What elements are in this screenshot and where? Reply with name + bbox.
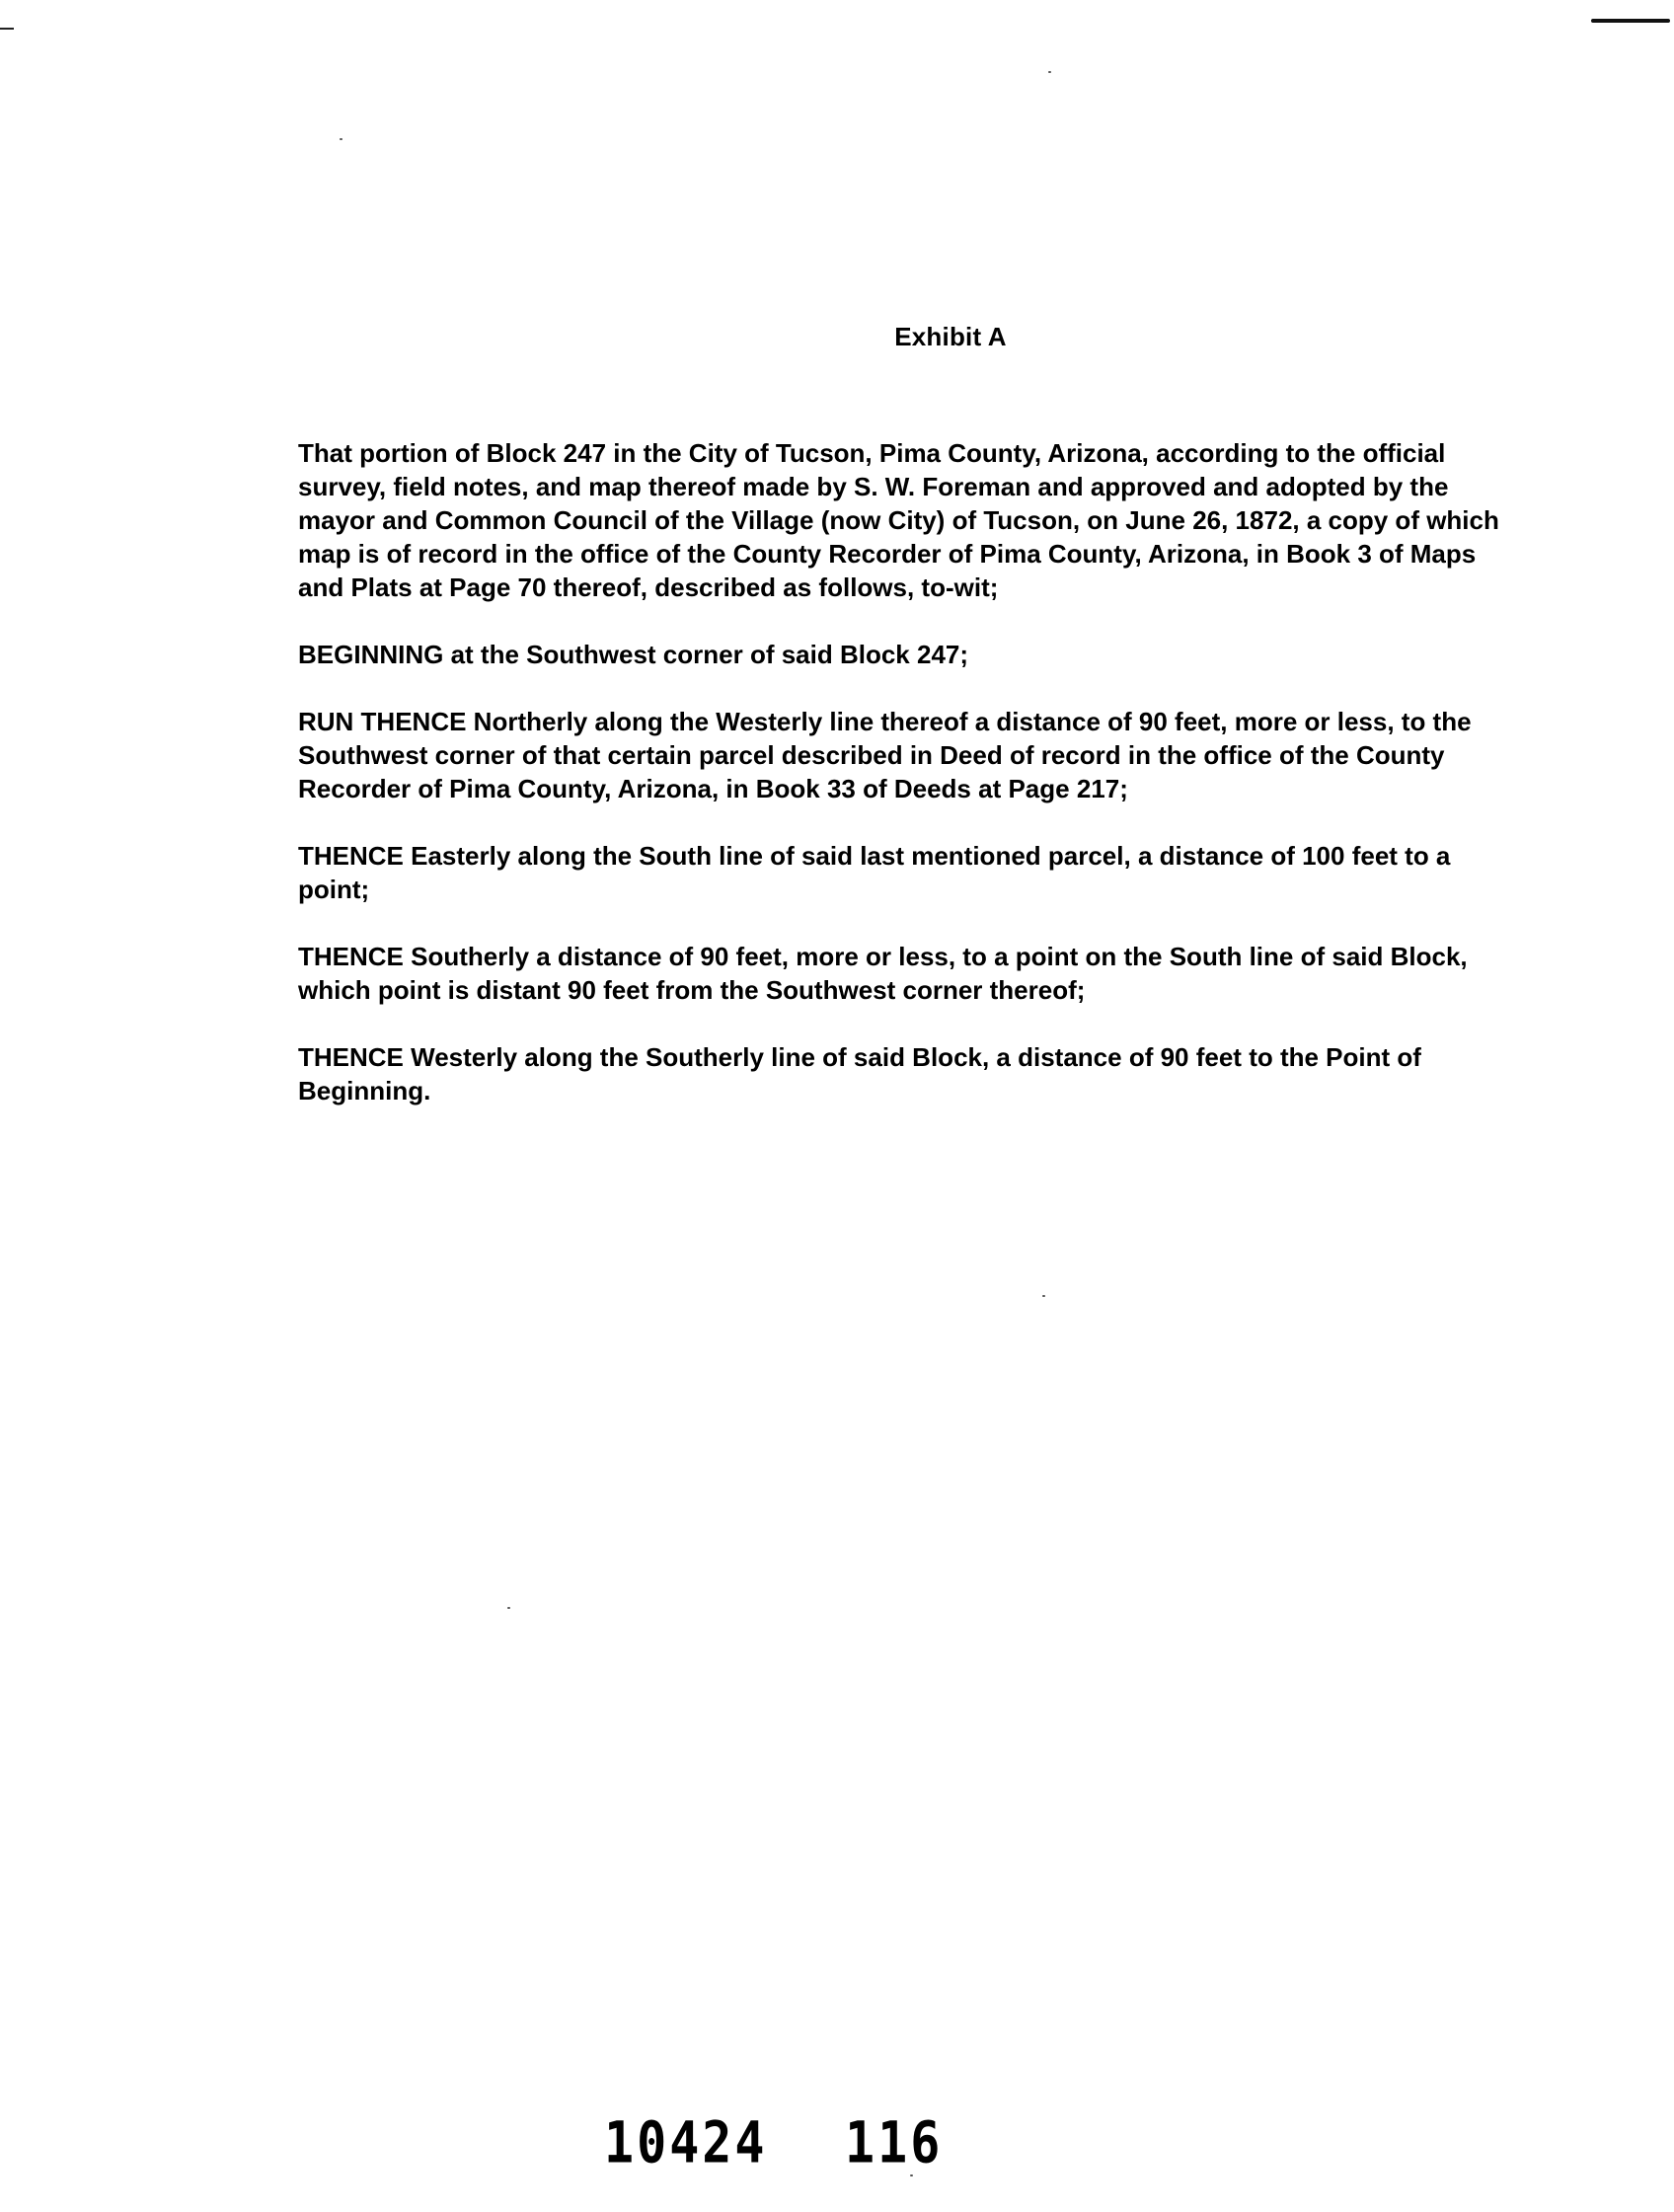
scan-speck (1048, 71, 1051, 73)
paragraph-thence-easterly: THENCE Easterly along the South line of said last mentioned parcel, a distance of 100 feet to a point; (298, 841, 1451, 904)
scan-mark-top-right (1591, 19, 1670, 23)
scan-speck (340, 138, 342, 140)
paragraph-beginning: BEGINNING at the Southwest corner of said Block 247; (298, 640, 969, 669)
scan-speck (507, 1607, 510, 1609)
paragraph-thence-westerly: THENCE Westerly along the Southerly line of said Block, a distance of 90 feet to the Point of Beginning. (298, 1042, 1421, 1106)
scan-mark-top-left (0, 28, 14, 30)
paragraph-thence-southerly: THENCE Southerly a distance of 90 feet, more or less, to a point on the South line of said Block, which point is distant 90 feet from the Southwest corner thereof; (298, 942, 1468, 1005)
legal-description (298, 436, 1522, 1141)
docket-number: 10424 (604, 2109, 768, 2176)
scan-speck (1042, 1295, 1045, 1297)
paragraph-portion: That portion of Block 247 in the City of Tucson, Pima County, Arizona, according to the official survey, field notes, and map thereof made by S. W. Foreman and approved and adopted by the mayor and Common Council of the Village (now City) of Tucson, on June 26, 1872, a copy of which map is of record in the office of the County Recorder of Pima County, Arizona, in Book 3 of Maps and Plats at Page 70 thereof, described as follows, to-wit; (298, 438, 1499, 602)
paragraph-run-thence: RUN THENCE Northerly along the Westerly line thereof a distance of 90 feet, more or less, to the Southwest corner of that certain parcel described in Deed of record in the office of the County Recorder of Pima County, Arizona, in Book 33 of Deeds at Page 217; (298, 707, 1472, 803)
document-title: Exhibit A (894, 322, 1007, 351)
page-number: 116 (845, 2109, 944, 2176)
